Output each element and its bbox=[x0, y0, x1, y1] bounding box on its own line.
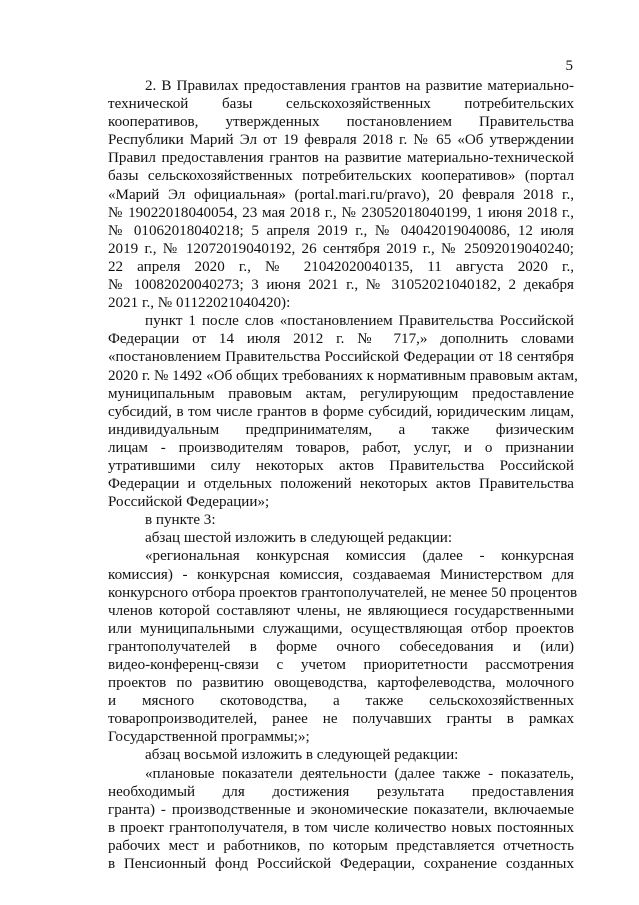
text-line: Правил предоставления грантов на развитие материально-технической bbox=[108, 150, 574, 167]
text-line: «плановые показатели деятельности (далее также - показатель, bbox=[145, 765, 574, 782]
text-line: 2019 г., № 12072019040192, 26 сентября 2019 г., № 25092019040240; bbox=[108, 240, 574, 257]
text-line: пункт 1 после слов «постановлением Правительства Российской bbox=[145, 313, 574, 330]
text-line: товаропроизводителей, ранее не получавших гранты в рамках bbox=[108, 711, 574, 728]
text-line: Государственной программы;»; bbox=[108, 729, 310, 746]
text-line: в пункте 3: bbox=[145, 512, 216, 529]
text-line: абзац восьмой изложить в следующей редакции: bbox=[145, 747, 459, 764]
text-line: гранта) - производственные и экономические показатели, включаемые bbox=[108, 801, 574, 818]
text-line: видео-конференц-связи с учетом приоритетности рассмотрения bbox=[108, 657, 574, 673]
text-line: «региональная конкурсная комиссия (далее - конкурсная bbox=[145, 548, 574, 565]
text-line: 2. В Правилах предоставления грантов на развитие материально- bbox=[145, 78, 574, 94]
text-line: в проект грантополучателя, в том числе количество новых постоянных bbox=[108, 819, 574, 836]
text-line: Российской Федерации»; bbox=[108, 494, 270, 511]
text-line: № 19022018040054, 23 мая 2018 г., № 23052018040199, 1 июня 2018 г., bbox=[108, 204, 574, 221]
text-line: Федерации и отдельных положений некоторых актов Правительства bbox=[108, 476, 574, 493]
text-line: технической базы сельскохозяйственных потребительских bbox=[108, 96, 574, 113]
text-line: кооперативов, утвержденных постановлением Правительства bbox=[108, 114, 574, 131]
text-line: необходимый для достижения результата предоставления bbox=[108, 783, 574, 800]
text-line: № 10082020040273; 3 июня 2021 г., № 31052021040182, 2 декабря bbox=[108, 277, 574, 294]
text-line: субсидий, в том числе грантов в форме субсидий, юридическим лицам, bbox=[108, 403, 574, 420]
document-body bbox=[108, 77, 578, 873]
text-line: муниципальным правовым актам, регулирующим предоставление bbox=[108, 385, 574, 402]
text-line: комиссия) - конкурсная комиссия, создаваемая Министерством для bbox=[108, 566, 574, 583]
text-line: «Марий Эл официальная» (portal.mari.ru/pravo), 20 февраля 2018 г., bbox=[108, 186, 574, 203]
text-line: проектов по развитию овощеводства, картофелеводства, молочного bbox=[108, 675, 574, 692]
text-line: или муниципальными служащими, осуществляющая отбор проектов bbox=[108, 620, 574, 637]
text-line: 22 апреля 2020 г., № 21042020040135, 11 августа 2020 г., bbox=[108, 258, 574, 275]
text-line: рабочих мест и работников, по которым представляется отчетность bbox=[108, 837, 574, 854]
text-line: лицам - производителям товаров, работ, услуг, и о признании bbox=[108, 439, 574, 456]
text-line: индивидуальным предпринимателям, а также физическим bbox=[108, 421, 574, 438]
text-line: Республики Марий Эл от 19 февраля 2018 г. № 65 «Об утверждении bbox=[108, 132, 574, 149]
text-line: № 01062018040218; 5 апреля 2019 г., № 04042019040086, 12 июля bbox=[108, 222, 574, 239]
text-line: утратившими силу некоторых актов Правительства Российской bbox=[108, 457, 574, 474]
text-line: базы сельскохозяйственных потребительских кооперативов» (портал bbox=[108, 168, 574, 185]
text-line: «постановлением Правительства Российской Федерации от 18 сентября bbox=[108, 349, 574, 366]
text-line: членов которой составляют члены, не являющиеся государственными bbox=[108, 602, 574, 619]
text-line: абзац шестой изложить в следующей редакции: bbox=[145, 530, 453, 547]
text-line: 2020 г. № 1492 «Об общих требованиях к нормативным правовым актам, bbox=[108, 367, 578, 384]
text-line: конкурсного отбора проектов грантополучателей, не менее 50 процентов bbox=[108, 584, 578, 601]
page-number: 5 bbox=[565, 58, 573, 74]
text-line: Федерации от 14 июля 2012 г. № 717,» дополнить словами bbox=[108, 331, 574, 348]
text-line: 2021 г., № 01122021040420): bbox=[108, 295, 291, 312]
text-line: и мясного скотоводства, а также сельскохозяйственных bbox=[108, 693, 574, 710]
text-line: грантополучателей в форме очного собеседования и (или) bbox=[108, 638, 574, 655]
text-line: в Пенсионный фонд Российской Федерации, сохранение созданных bbox=[108, 856, 574, 873]
